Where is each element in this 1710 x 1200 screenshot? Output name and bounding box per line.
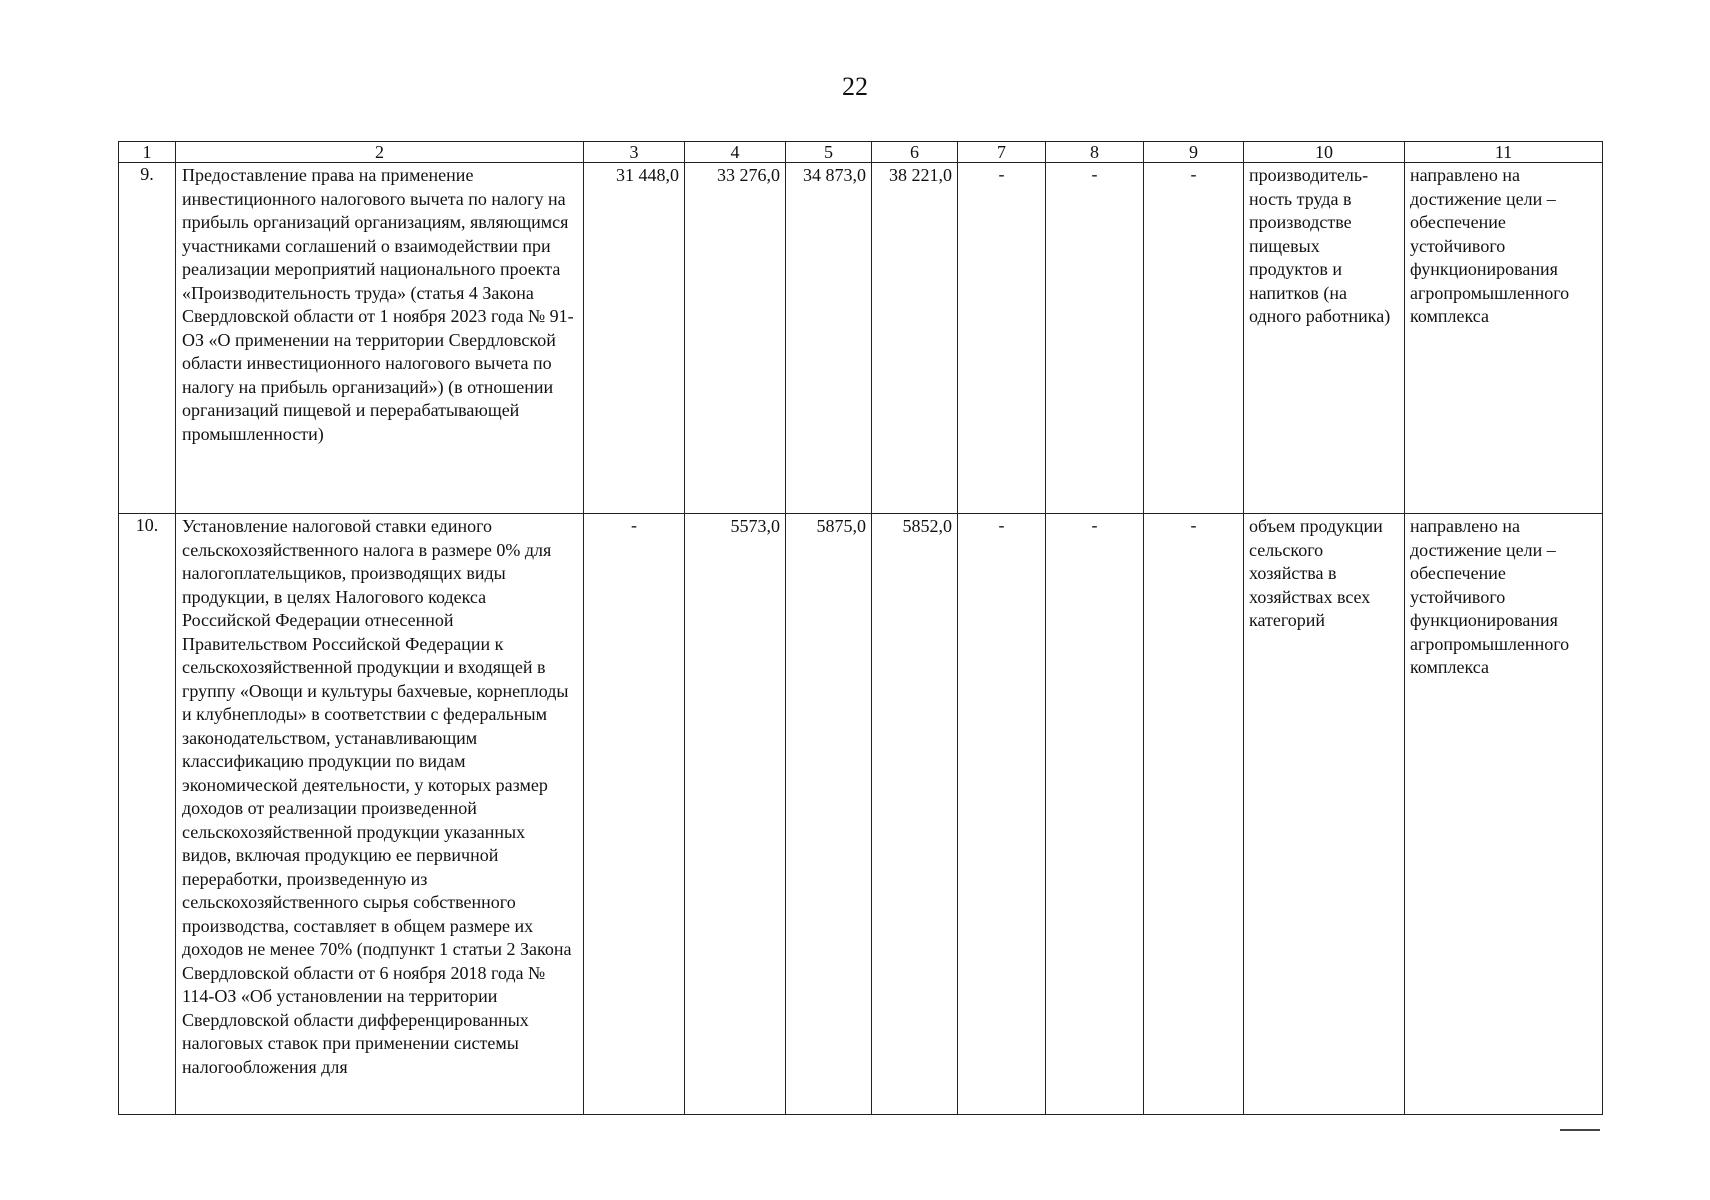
column-header: 1 <box>119 142 176 163</box>
measure-description: Установление налоговой ставки единого сельскохозяйственного налога в размере 0% для налогоплательщиков, производящих виды продукции, в целях Налогового кодекса Российской Федерации отнесенной Правительством Российской Федерации к сельскохозяйственной продукции и входящей в группу «Овощи и культуры бахчевые, корнеплоды и клубнеплоды» в соответствии с федеральным законодательством, устанавливающим классификацию продукции по видам экономической деятельности, у которых размер доходов от реализации произведенной сельскохозяйственной продукции указанных видов, включая продукцию ее первичной переработки, произведенную из сельскохозяйственного сырья собственного производства, составляет в общем размере их доходов не менее 70% (подпункт 1 статьи 2 Закона Свердловской области от 6 ноября 2018 года № 114-ОЗ «Об установлении на территории Свердловской области дифференцированных налоговых ставок при применении системы налогообложения для <box>176 514 584 1115</box>
column-header: 9 <box>1144 142 1244 163</box>
column-number-row <box>119 142 1603 163</box>
value-col-3: - <box>584 514 685 1115</box>
column-header: 8 <box>1046 142 1144 163</box>
column-header: 6 <box>872 142 958 163</box>
value-col-5: 34 873,0 <box>786 163 872 514</box>
row-number: 10. <box>119 514 176 1115</box>
page-number: 22 <box>842 72 868 101</box>
indicator-description: объем продукции сельского хозяйства в хозяйствах всех категорий <box>1244 514 1405 1115</box>
tax-benefits-table <box>118 141 1603 1115</box>
column-header: 10 <box>1244 142 1405 163</box>
scan-corner-mark <box>1560 1129 1600 1131</box>
column-header: 3 <box>584 142 685 163</box>
goal-description: направлено на достижение цели – обеспечение устойчивого функционирования агропромышленного комплекса <box>1405 163 1603 514</box>
value-col-4: 5573,0 <box>685 514 786 1115</box>
column-header: 5 <box>786 142 872 163</box>
column-header: 2 <box>176 142 584 163</box>
goal-description: направлено на достижение цели – обеспечение устойчивого функционирования агропромышленного комплекса <box>1405 514 1603 1115</box>
table-row <box>119 514 1603 1115</box>
value-col-8: - <box>1046 514 1144 1115</box>
table-row <box>119 163 1603 514</box>
value-col-7: - <box>958 163 1046 514</box>
value-col-6: 38 221,0 <box>872 163 958 514</box>
value-col-8: - <box>1046 163 1144 514</box>
value-col-6: 5852,0 <box>872 514 958 1115</box>
value-col-3: 31 448,0 <box>584 163 685 514</box>
value-col-9: - <box>1144 163 1244 514</box>
value-col-7: - <box>958 514 1046 1115</box>
column-header: 4 <box>685 142 786 163</box>
indicator-description: производитель-ность труда в производстве пищевых продуктов и напитков (на одного работника) <box>1244 163 1405 514</box>
value-col-9: - <box>1144 514 1244 1115</box>
measure-description: Предоставление права на применение инвестиционного налогового вычета по налогу на прибыль организаций организациям, являющимся участниками соглашений о взаимодействии при реализации мероприятий национального проекта «Производительность труда» (статья 4 Закона Свердловской области от 1 ноября 2023 года № 91-ОЗ «О применении на территории Свердловской области инвестиционного налогового вычета по налогу на прибыль организаций») (в отношении организаций пищевой и перерабатывающей промышленности) <box>176 163 584 514</box>
value-col-4: 33 276,0 <box>685 163 786 514</box>
row-number: 9. <box>119 163 176 514</box>
column-header: 7 <box>958 142 1046 163</box>
column-header: 11 <box>1405 142 1603 163</box>
value-col-5: 5875,0 <box>786 514 872 1115</box>
